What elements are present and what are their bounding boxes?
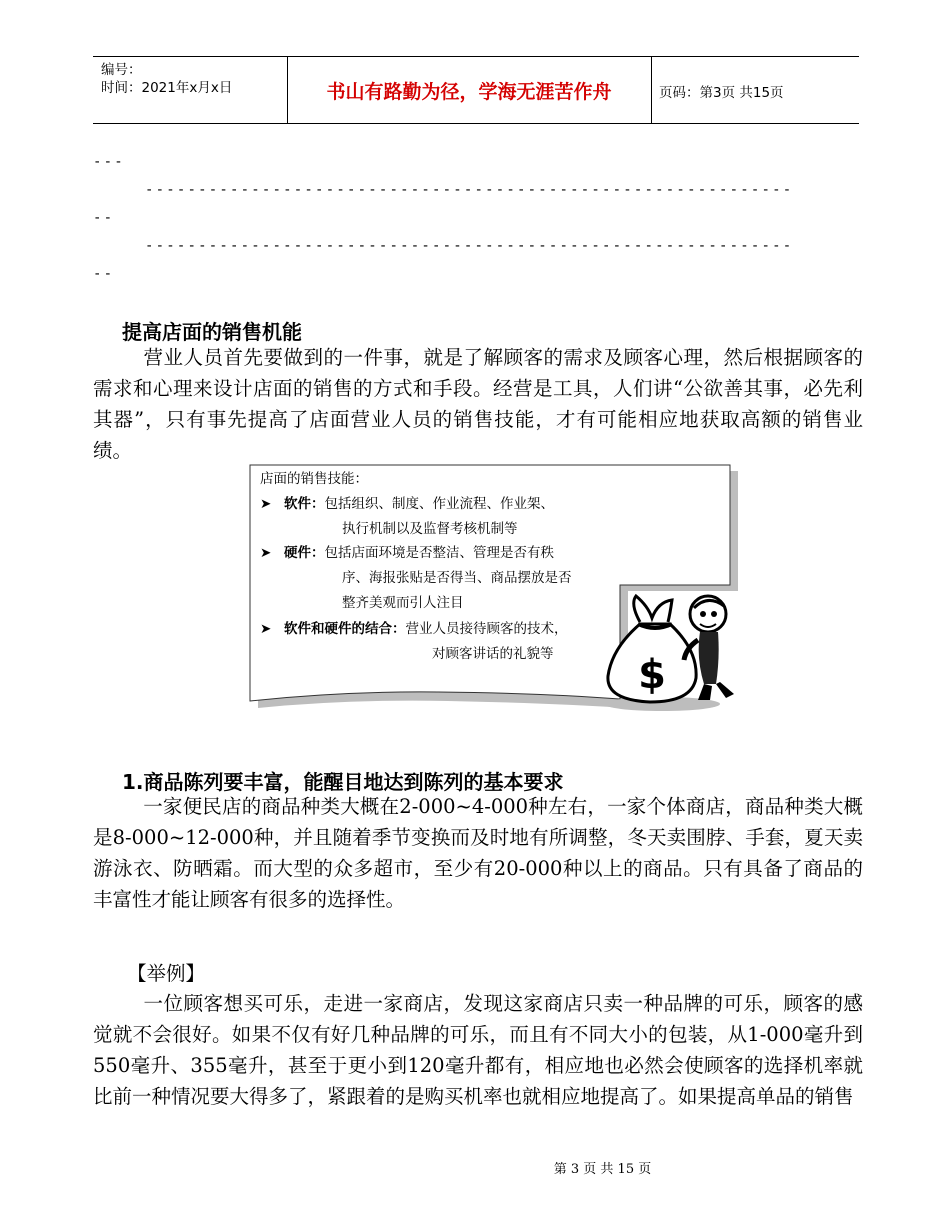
header-page-label: 页码：第3页 共15页 bbox=[659, 85, 784, 101]
callout-item: ➤ 软件和硬件的结合：营业人员接待顾客的技术， 对顾客讲话的礼貌等 bbox=[260, 617, 568, 667]
arrow-bullet-icon: ➤ bbox=[260, 545, 272, 561]
header-divider bbox=[651, 57, 652, 123]
section-title: 提高店面的销售机能 bbox=[122, 320, 302, 344]
section-paragraph: 营业人员首先要做到的一件事，就是了解顾客的需求及顾客心理，然后根据顾客的需求和心理来设计店面的销售的方式和手段。经营是工具，人们讲“公欲善其事，必先利其器”，只有事先提高了店面营业人员的销售技能，才有可能相应地获取高额的销售业绩。 bbox=[93, 346, 863, 462]
page-header bbox=[93, 56, 859, 124]
dash-line: --- bbox=[93, 154, 125, 170]
callout-item: ➤ 硬件：包括店面环境是否整洁、管理是否有秩 序、海报张贴是否得当、商品摆放是否 整齐美观而引人注目 bbox=[260, 541, 572, 616]
page-footer: 第 3 页 共 15 页 bbox=[553, 1162, 652, 1177]
example-label-line bbox=[93, 958, 863, 989]
dash-line: ------------------------------------------------------------- bbox=[145, 182, 794, 198]
dollar-sign: $ bbox=[638, 652, 666, 698]
header-meta bbox=[101, 61, 232, 97]
example-paragraph: 一位顾客想买可乐，走进一家商店，发现这家商店只卖一种品牌的可乐，顾客的感觉就不会很好。如果不仅有好几种品牌的可乐，而且有不同大小的包装，从1-000毫升到550毫升、355毫升，甚至于更小到120毫升都有，相应地也必然会使顾客的选择机率就比前一种情况要大得多了，紧跟着的是购买机率也就相应地提高了。如果提高单品的销售 bbox=[93, 992, 863, 1108]
example-label: 【举例】 bbox=[127, 962, 206, 985]
dash-line: ------------------------------------------------------------- bbox=[145, 238, 794, 254]
dash-line: -- bbox=[93, 266, 115, 282]
header-motto: 书山有路勤为径，学海无涯苦作舟 bbox=[326, 81, 612, 103]
callout-item: ➤ 软件：包括组织、制度、作业流程、作业架、 执行机制以及监督考核机制等 bbox=[260, 492, 554, 542]
time-label: 时间：2021年x月x日 bbox=[101, 80, 233, 96]
section-paragraph: 一家便民店的商品种类大概在2-000~4-000种左右，一家个体商店，商品种类大概是8-000~12-000种，并且随着季节变换而及时地有所调整，冬天卖围脖、手套，夏天卖游泳衣、防晒霜。而大型的众多超市，至少有20-000种以上的商品。只有具备了商品的丰富性才能让顾客有很多的选择性。 bbox=[93, 795, 863, 911]
arrow-bullet-icon: ➤ bbox=[260, 621, 272, 637]
section-title: 1.商品陈列要丰富，能醒目地达到陈列的基本要求 bbox=[122, 770, 564, 794]
money-bag-icon bbox=[600, 588, 750, 713]
number-label: 编号： bbox=[101, 62, 142, 78]
callout-title: 店面的销售技能： bbox=[260, 471, 368, 487]
arrow-bullet-icon: ➤ bbox=[260, 496, 272, 512]
dash-line: -- bbox=[93, 210, 115, 226]
